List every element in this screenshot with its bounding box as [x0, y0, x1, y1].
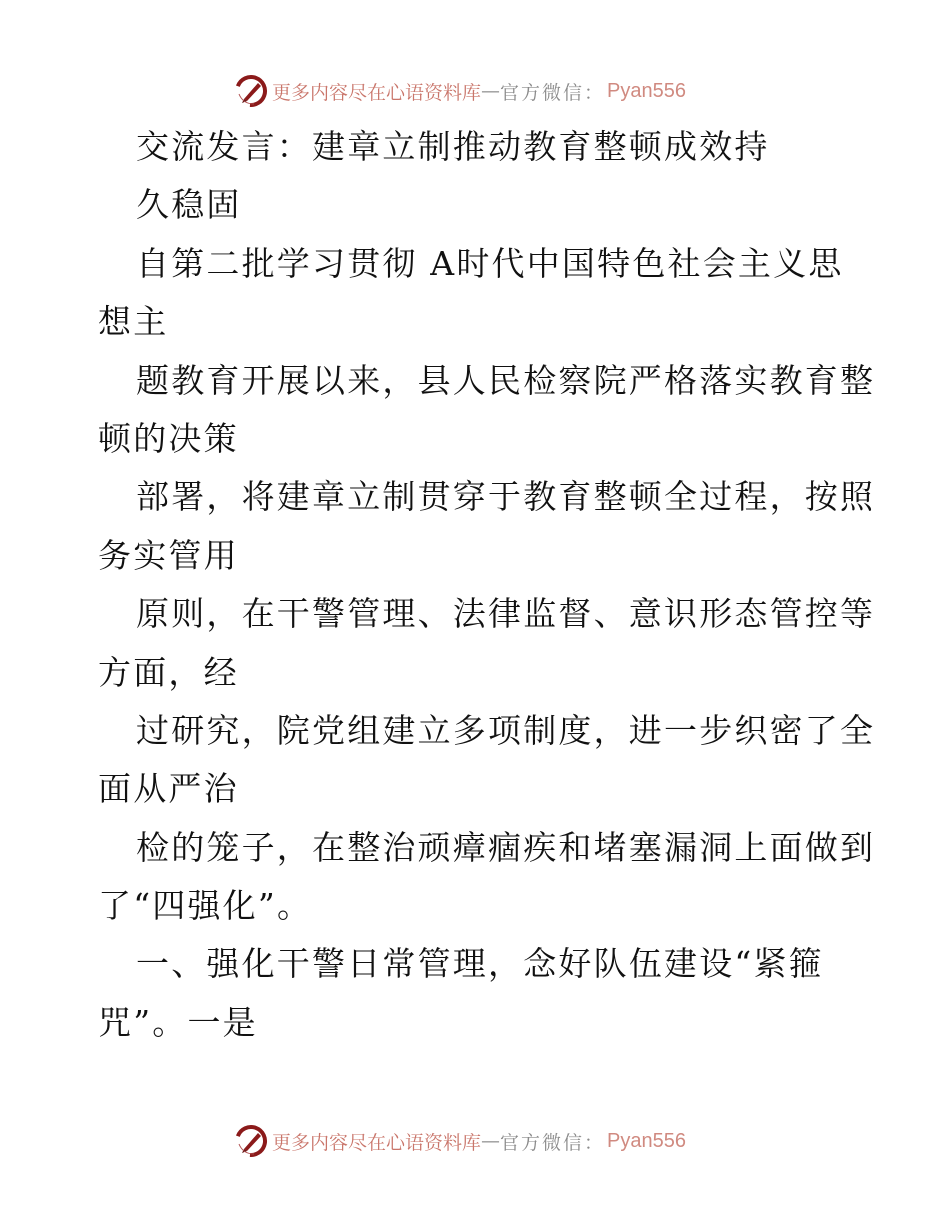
- paragraph-line: 面从严治: [98, 769, 239, 809]
- paragraph-line: 原则，在干警管理、法律监督、意识形态管控等: [136, 594, 876, 634]
- header-watermark: [234, 71, 686, 111]
- footer-watermark: [234, 1121, 686, 1161]
- paragraph-line: 务实管用: [98, 535, 239, 575]
- watermark-wechat-id: Pyan556: [607, 1129, 686, 1152]
- paragraph-line: 顿的决策: [98, 418, 239, 458]
- section-heading-line: 一、强化干警日常管理，念好队伍建设“紧箍: [136, 944, 824, 984]
- paragraph-line: 方面，经: [98, 652, 239, 692]
- watermark-wechat-label: 官方微信：: [500, 1131, 606, 1154]
- watermark-wechat-id: Pyan556: [607, 79, 686, 102]
- watermark-site-text: 更多内容尽在心语资料库: [272, 1131, 482, 1154]
- paragraph-line: 题教育开展以来，县人民检察院严格落实教育整: [136, 360, 876, 400]
- watermark-dash: —: [481, 80, 501, 102]
- section-heading-line: 咒”。一是: [98, 1002, 258, 1042]
- document-body: [98, 124, 876, 1058]
- document-title-line-2: 久稳固: [136, 185, 242, 225]
- paragraph-line: 检的笼子，在整治顽瘴痼疾和堵塞漏洞上面做到: [136, 827, 876, 867]
- watermark-wechat-label: 官方微信：: [500, 81, 606, 104]
- paragraph-line: 自第二批学习贯彻 A时代中国特色社会主义思: [136, 243, 844, 283]
- paragraph-line: 过研究，院党组建立多项制度，进一步织密了全: [136, 710, 876, 750]
- quill-pen-logo-icon: [234, 74, 268, 108]
- document-title-line-1: 交流发言：建章立制推动教育整顿成效持: [136, 127, 770, 166]
- watermark-site-text: 更多内容尽在心语资料库: [272, 81, 482, 104]
- quill-pen-logo-icon: [234, 1124, 268, 1158]
- paragraph-line: 部署，将建章立制贯穿于教育整顿全过程，按照: [136, 477, 876, 517]
- watermark-dash: —: [481, 1130, 501, 1152]
- paragraph-line: 了“四强化”。: [98, 886, 313, 926]
- paragraph-line: 想主: [98, 302, 169, 342]
